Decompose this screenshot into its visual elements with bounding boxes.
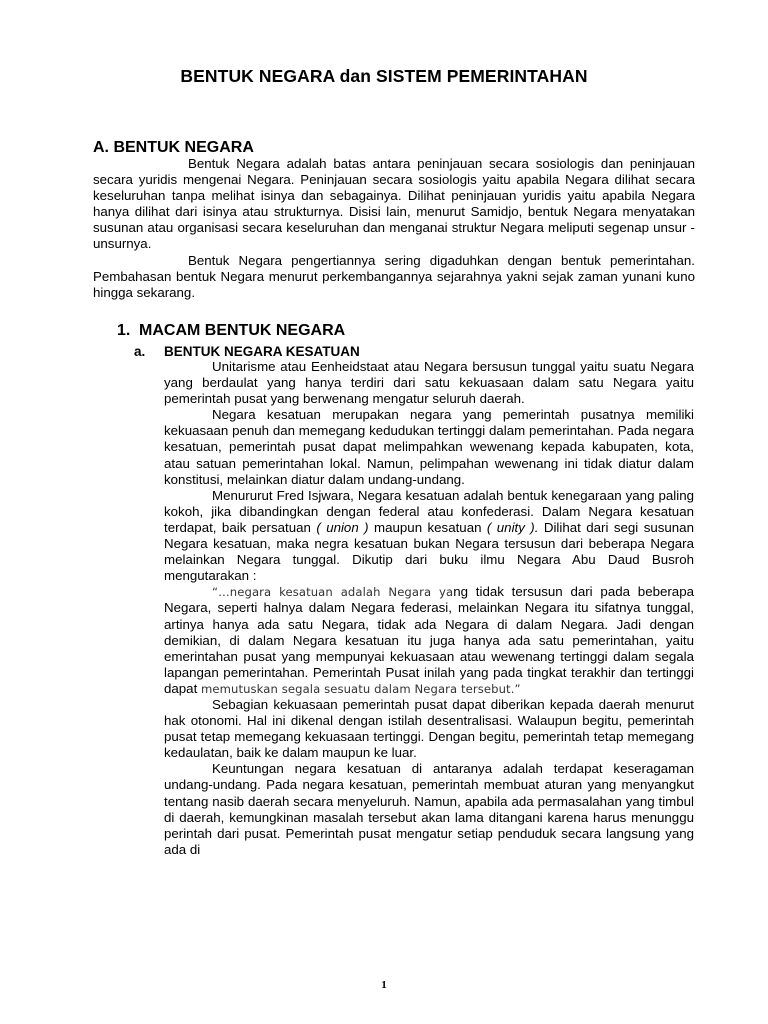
quote-body: ng tidak tersusun dari pada beberapa Negara, seperti halnya dalam Negara federasi, melainkan Negara itu sifatnya tunggal, artinya hanya ada satu Negara, tidak ada Negara di dalam Negara. Jadi dengan demikian, di dalam Negara kesatuan itu juga hanya ada satu pemerintahan, yaitu emerintahan pusat yang mempunyai kekuasaan atau wewenang tertinggi dalam segala lapangan pemerintahan. Pemerintah Pusat inilah yang pada tingkat terakhir dan tertinggi dapat	[164, 584, 694, 696]
quotation	[164, 584, 694, 697]
quote-close: memutuskan segala sesuatu dalam Negara tersebut.”	[200, 681, 521, 696]
subsection-a-body	[164, 359, 694, 858]
paragraph: Negara kesatuan merupakan negara yang pemerintah pusatnya memiliki kekuasaan penuh dan memegang kedudukan tertinggi dalam pemerintahan. Pada negara kesatuan, pemerintah pusat dapat melimpahkan wewenang kepada kabupaten, kota, atau satuan pemerintahan lokal. Namun, pelimpahan wewenang ini tidak diatur dalam konstitusi, melainkan diatur dalam undang-undang.	[164, 407, 694, 487]
italic-term: ( unity ).	[486, 519, 539, 535]
section-a-body	[93, 156, 695, 301]
page-number: 1	[381, 979, 387, 991]
paragraph: Bentuk Negara adalah batas antara peninjauan secara sosiologis dan peninjauan secara yuridis mengenai Negara. Peninjauan secara sosiologis yaitu apabila Negara dilihat secara keseluruhan tanpa melihat isinya dan sebagainya. Dilihat peninjauan yuridis yaitu apabila Negara hanya dilihat dari isinya atau strukturnya. Disisi lain, menurut Samidjo, bentuk Negara menyatakan susunan atau organisasi secara keseluruhan dan menganai struktur Negara meliputi segenap unsur - unsurnya.	[93, 156, 695, 252]
quote-open: “…negara kesatuan adalah Negara ya	[212, 585, 454, 600]
text-run: Menururut Fred Isjwara, Negara kesatuan adalah bentuk kenegaraan yang paling kokoh, jika dibandingkan dengan federal atau konfederasi. Dalam Negara kesatuan terdapat, baik persatuan	[164, 487, 694, 535]
paragraph: Bentuk Negara pengertiannya sering digaduhkan dengan bentuk pemerintahan. Pembahasan bentuk Negara menurut perkembangannya sejarahnya yakni sejak zaman yunani kuno hingga sekarang.	[93, 252, 695, 300]
text-run: maupun kesatuan	[374, 519, 482, 535]
italic-term: ( union )	[316, 519, 369, 535]
section-a-heading: A. BENTUK NEGARA	[93, 139, 254, 156]
text-run: Dilihat dari segi susunan Negara kesatuan, maka negra kesatuan bukan Negara tersusun dari beberapa Negara melainkan Negara tunggal. Dikutip dari buku ilmu Negara Abu Daud Busroh mengutarakan :	[164, 519, 694, 584]
subsection-a-heading	[134, 344, 360, 359]
section-title: MACAM BENTUK NEGARA	[139, 322, 346, 339]
paragraph: Unitarisme atau Eenheidstaat atau Negara bersusun tunggal yaitu suatu Negara yang berdaulat yang hanya terdiri dari satu kekuasaan dalam satu Negara yaitu pemerintah pusat yang berwenang mengatur seluruh daerah.	[164, 359, 694, 407]
section-number: 1.	[117, 322, 131, 339]
paragraph: Sebagian kekuasaan pemerintah pusat dapat diberikan kepada daerah menurut hak otonomi. Hal ini dikenal dengan istilah desentralisasi. Walaupun begitu, pemerintah pusat tetap memegang kekuasaan tertinggi. Dengan begitu, pemerintah tetap memegang kedaulatan, baik ke dalam maupun ke luar.	[164, 696, 694, 761]
subsection-title: BENTUK NEGARA KESATUAN	[164, 344, 360, 359]
section-1-heading	[117, 322, 345, 340]
document-title: BENTUK NEGARA dan SISTEM PEMERINTAHAN	[180, 66, 588, 86]
subsection-letter: a.	[134, 344, 146, 359]
paragraph: Keuntungan negara kesatuan di antaranya adalah terdapat keseragaman undang-undang. Pada negara kesatuan, pemerintah membuat aturan yang menyangkut tentang nasib daerah secara menyeluruh. Namun, apabila ada permasalahan yang timbul di daerah, kemungkinan masalah tersebut akan lama ditangani karena harus menunggu perintah dari pusat. Pemerintah pusat mengatur setiap penduduk secara langsung yang ada di	[164, 761, 694, 857]
paragraph	[164, 488, 694, 585]
